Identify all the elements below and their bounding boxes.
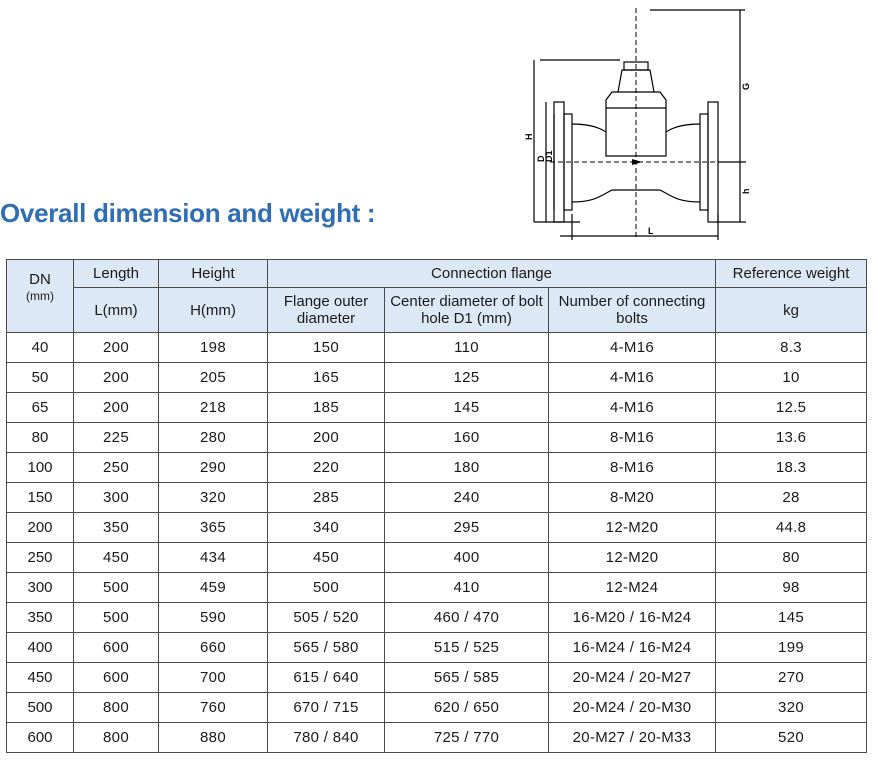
cell-dn: 80 xyxy=(7,423,74,453)
cell-dn: 350 xyxy=(7,603,74,633)
cell-center-diameter: 565 / 585 xyxy=(385,663,549,693)
table-row xyxy=(7,723,867,753)
cell-dn: 200 xyxy=(7,513,74,543)
cell-center-diameter: 145 xyxy=(385,393,549,423)
cell-bolts: 20-M27 / 20-M33 xyxy=(549,723,716,753)
cell-center-diameter: 620 / 650 xyxy=(385,693,549,723)
cell-height: 320 xyxy=(159,483,268,513)
table-row xyxy=(7,573,867,603)
cell-bolts: 12-M24 xyxy=(549,573,716,603)
cell-height: 700 xyxy=(159,663,268,693)
table-row xyxy=(7,513,867,543)
cell-center-diameter: 400 xyxy=(385,543,549,573)
cell-dn: 400 xyxy=(7,633,74,663)
cell-weight: 520 xyxy=(716,723,867,753)
cell-dn: 40 xyxy=(7,333,74,363)
cell-center-diameter: 295 xyxy=(385,513,549,543)
table-row xyxy=(7,633,867,663)
flow-arrow-icon xyxy=(632,159,642,165)
cell-bolts: 4-M16 xyxy=(549,363,716,393)
cell-bolts: 16-M20 / 16-M24 xyxy=(549,603,716,633)
header-weight-unit: kg xyxy=(716,288,867,333)
cell-weight: 8.3 xyxy=(716,333,867,363)
cell-center-diameter: 180 xyxy=(385,453,549,483)
cell-flange-outer: 780 / 840 xyxy=(268,723,385,753)
cell-length: 300 xyxy=(74,483,159,513)
cell-weight: 12.5 xyxy=(716,393,867,423)
cell-bolts: 4-M16 xyxy=(549,333,716,363)
cell-flange-outer: 565 / 580 xyxy=(268,633,385,663)
label-d: D xyxy=(536,155,546,162)
cell-weight: 80 xyxy=(716,543,867,573)
cell-height: 365 xyxy=(159,513,268,543)
cell-center-diameter: 515 / 525 xyxy=(385,633,549,663)
cell-length: 500 xyxy=(74,573,159,603)
cell-height: 198 xyxy=(159,333,268,363)
cell-length: 250 xyxy=(74,453,159,483)
cell-length: 600 xyxy=(74,663,159,693)
table-row xyxy=(7,393,867,423)
cell-height: 434 xyxy=(159,543,268,573)
cell-flange-outer: 505 / 520 xyxy=(268,603,385,633)
cell-bolts: 4-M16 xyxy=(549,393,716,423)
cell-flange-outer: 150 xyxy=(268,333,385,363)
header-height-unit: H(mm) xyxy=(159,288,268,333)
cell-center-diameter: 725 / 770 xyxy=(385,723,549,753)
cell-dn: 450 xyxy=(7,663,74,693)
header-length-unit: L(mm) xyxy=(74,288,159,333)
cell-dn: 50 xyxy=(7,363,74,393)
cell-weight: 18.3 xyxy=(716,453,867,483)
cell-length: 800 xyxy=(74,693,159,723)
header-row-1 xyxy=(7,260,867,288)
header-reference-weight: Reference weight xyxy=(716,260,867,288)
label-g: G xyxy=(741,82,751,90)
cell-height: 590 xyxy=(159,603,268,633)
table-row xyxy=(7,333,867,363)
cell-height: 205 xyxy=(159,363,268,393)
table-row xyxy=(7,453,867,483)
header-length: Length xyxy=(74,260,159,288)
cell-flange-outer: 200 xyxy=(268,423,385,453)
cell-length: 200 xyxy=(74,393,159,423)
cell-dn: 150 xyxy=(7,483,74,513)
cell-length: 200 xyxy=(74,333,159,363)
header-center-diameter: Center diameter of bolt hole D1 (mm) xyxy=(385,288,549,333)
table-row xyxy=(7,363,867,393)
label-h: H xyxy=(524,133,534,140)
cell-dn: 500 xyxy=(7,693,74,723)
cell-bolts: 16-M24 / 16-M24 xyxy=(549,633,716,663)
cell-flange-outer: 500 xyxy=(268,573,385,603)
cell-length: 350 xyxy=(74,513,159,543)
cell-dn: 65 xyxy=(7,393,74,423)
cell-weight: 270 xyxy=(716,663,867,693)
cell-bolts: 12-M20 xyxy=(549,543,716,573)
header-connection-flange: Connection flange xyxy=(268,260,716,288)
cell-length: 800 xyxy=(74,723,159,753)
cell-height: 880 xyxy=(159,723,268,753)
label-l: L xyxy=(648,226,654,236)
cell-flange-outer: 450 xyxy=(268,543,385,573)
cell-dn: 300 xyxy=(7,573,74,603)
cell-height: 459 xyxy=(159,573,268,603)
cell-flange-outer: 670 / 715 xyxy=(268,693,385,723)
label-d1: D1 xyxy=(544,150,554,162)
cell-bolts: 20-M24 / 20-M30 xyxy=(549,693,716,723)
cell-length: 600 xyxy=(74,633,159,663)
header-flange-outer-diameter: Flange outer diameter xyxy=(268,288,385,333)
cell-bolts: 12-M20 xyxy=(549,513,716,543)
header-dn-unit: (mm) xyxy=(26,289,54,303)
cell-center-diameter: 110 xyxy=(385,333,549,363)
table-row xyxy=(7,693,867,723)
header-row-2 xyxy=(7,288,867,333)
cell-weight: 98 xyxy=(716,573,867,603)
cell-height: 660 xyxy=(159,633,268,663)
section-title: Overall dimension and weight : xyxy=(0,198,376,228)
cell-weight: 10 xyxy=(716,363,867,393)
cell-height: 760 xyxy=(159,693,268,723)
cell-flange-outer: 185 xyxy=(268,393,385,423)
header-dn xyxy=(7,260,74,333)
table-row xyxy=(7,423,867,453)
cell-bolts: 8-M20 xyxy=(549,483,716,513)
cell-height: 280 xyxy=(159,423,268,453)
header-height: Height xyxy=(159,260,268,288)
cell-weight: 199 xyxy=(716,633,867,663)
cell-length: 200 xyxy=(74,363,159,393)
dimension-table xyxy=(6,259,867,753)
cell-dn: 100 xyxy=(7,453,74,483)
cell-center-diameter: 160 xyxy=(385,423,549,453)
label-h-small: h xyxy=(741,188,751,194)
cell-bolts: 20-M24 / 20-M27 xyxy=(549,663,716,693)
cell-height: 290 xyxy=(159,453,268,483)
cell-bolts: 8-M16 xyxy=(549,423,716,453)
cell-center-diameter: 410 xyxy=(385,573,549,603)
cell-flange-outer: 220 xyxy=(268,453,385,483)
cell-length: 500 xyxy=(74,603,159,633)
header-number-of-bolts: Number of connecting bolts xyxy=(549,288,716,333)
cell-weight: 145 xyxy=(716,603,867,633)
cell-bolts: 8-M16 xyxy=(549,453,716,483)
table-row xyxy=(7,543,867,573)
header-dn-label: DN xyxy=(29,271,51,288)
water-meter-drawing xyxy=(520,4,780,240)
table-row xyxy=(7,483,867,513)
cell-flange-outer: 615 / 640 xyxy=(268,663,385,693)
cell-height: 218 xyxy=(159,393,268,423)
cell-weight: 44.8 xyxy=(716,513,867,543)
table-row xyxy=(7,603,867,633)
cell-weight: 320 xyxy=(716,693,867,723)
cell-flange-outer: 285 xyxy=(268,483,385,513)
table-row xyxy=(7,663,867,693)
cell-flange-outer: 165 xyxy=(268,363,385,393)
cell-weight: 13.6 xyxy=(716,423,867,453)
table-body xyxy=(7,333,867,753)
cell-center-diameter: 125 xyxy=(385,363,549,393)
cell-length: 450 xyxy=(74,543,159,573)
cell-flange-outer: 340 xyxy=(268,513,385,543)
cell-dn: 600 xyxy=(7,723,74,753)
cell-length: 225 xyxy=(74,423,159,453)
cell-center-diameter: 240 xyxy=(385,483,549,513)
cell-weight: 28 xyxy=(716,483,867,513)
cell-center-diameter: 460 / 470 xyxy=(385,603,549,633)
cell-dn: 250 xyxy=(7,543,74,573)
